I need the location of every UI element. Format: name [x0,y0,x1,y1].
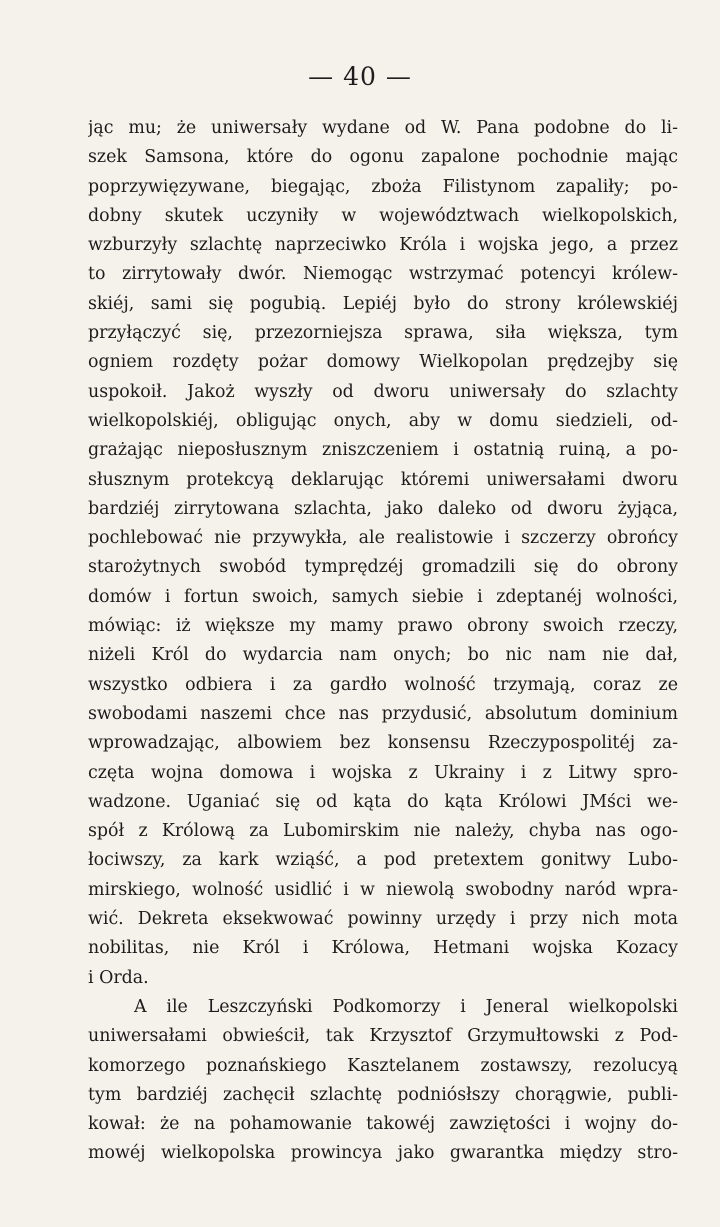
text-line: komorzego poznańskiego Kasztelanem zostawszy, rezolucyą [88,1055,678,1076]
text-line: wadzone. Uganiać się od kąta do kąta Królowi JMści we- [88,791,678,812]
text-line: uniwersałami obwieścił, tak Krzysztof Grzymułtowski z Pod- [88,1026,678,1047]
text-line: bardziéj zirrytowana szlachta, jako daleko od dworu żyjąca, [88,498,678,519]
text-line: poprzywięzywane, biegając, zboża Filistynom zapaliły; po- [88,176,678,197]
text-line: dobny skutek uczyniły w województwach wielkopolskich, [88,205,678,226]
text-line: niżeli Król do wydarcia nam onych; bo nic nam nie dał, [88,645,678,666]
text-line: mówiąc: iż większe my mamy prawo obrony swoich rzeczy, [88,616,678,637]
text-line: słusznym protekcyą deklarując któremi uniwersałami dworu [88,469,678,490]
body-text [88,114,678,1169]
text-line: domów i fortun swoich, samych siebie i zdeptanéj wolności, [88,586,678,607]
text-line: jąc mu; że uniwersały wydane od W. Pana podobne do li- [88,118,678,138]
paragraph [88,114,678,993]
text-line: starożytnych swobód tymprędzéj gromadzili się do obrony [88,557,678,578]
text-line: uspokoił. Jakoż wyszły od dworu uniwersały do szlachty [88,381,678,402]
text-line: to zirrytowały dwór. Niemogąc wstrzymać potencyi królew- [88,264,678,285]
text-line: wprowadzając, albowiem bez konsensu Rzeczypospolitéj za- [88,733,678,754]
text-line: skiéj, sami się pogubią. Lepiéj było do strony królewskiéj [88,293,678,314]
text-line: częta wojna domowa i wojska z Ukrainy i z Litwy spro- [88,762,678,783]
text-line: wielkopolskiéj, obligując onych, aby w domu siedzieli, od- [88,410,678,431]
text-line: tym bardziéj zachęcił szlachtę podniósłszy chorągwie, publi- [88,1084,678,1105]
text-line: mirskiego, wolność usidlić i w niewolą swobodny naród wpra- [88,879,678,900]
text-line: ogniem rozdęty pożar domowy Wielkopolan prędzejby się [88,352,678,373]
text-line: nobilitas, nie Król i Królowa, Hetmani wojska Kozacy [88,938,678,959]
text-line: i Orda. [88,967,149,988]
text-line: grażając nieposłusznym zniszczeniem i ostatnią ruiną, a po- [88,440,678,461]
paragraph [88,993,678,1169]
text-line: spół z Królową za Lubomirskim nie należy, chyba nas ogo- [88,821,678,842]
text-line: pochlebować nie przywykła, ale realistowie i szczerzy obrońcy [88,528,678,549]
text-line: swobodami naszemi chce nas przydusić, absolutum dominium [88,703,678,724]
text-line: szek Samsona, które do ogonu zapalone pochodnie mając [88,147,678,168]
text-line: wić. Dekreta eksekwować powinny urzędy i przy nich mota [88,909,678,930]
text-line: wzburzyły szlachtę naprzeciwko Króla i wojska jego, a przez [88,235,678,256]
text-line: mowéj wielkopolska prowincya jako gwarantka między stro- [88,1143,678,1164]
text-line: wszystko odbiera i za gardło wolność trzymają, coraz ze [88,674,678,695]
page-number: — 40 — [308,62,412,91]
text-line: kował: że na pohamowanie takowéj zawziętości i wojny do- [88,1114,678,1135]
text-line: przyłączyć się, przezorniejsza sprawa, siła większa, tym [88,323,678,344]
text-line: A ile Leszczyński Podkomorzy i Jeneral wielkopolski [134,996,678,1017]
text-line: łociwszy, za kark wziąść, a pod pretextem gonitwy Lubo- [88,850,678,871]
